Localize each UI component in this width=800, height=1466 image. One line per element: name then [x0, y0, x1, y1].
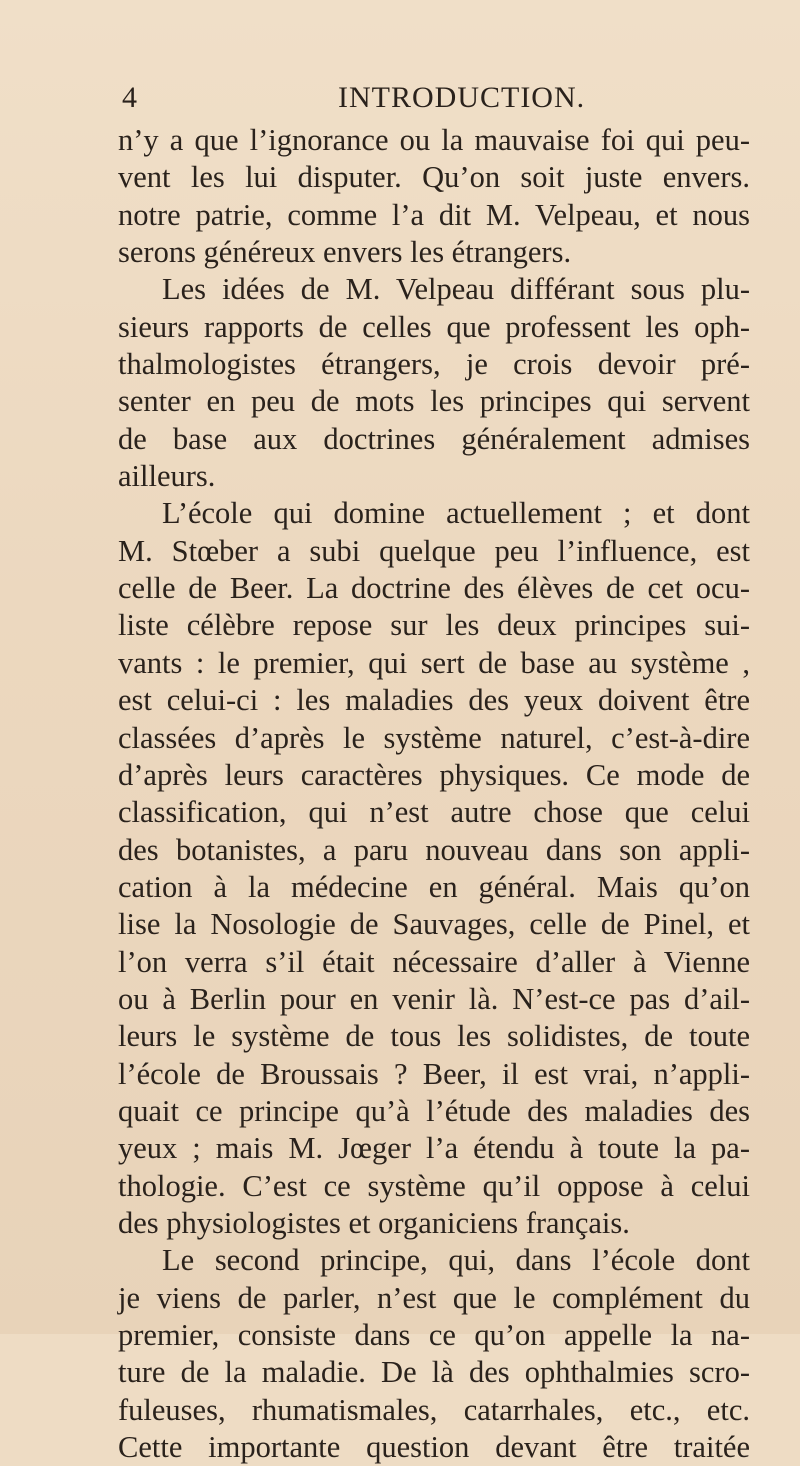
text-line: n’y a que l’ignorance ou la mauvaise foi qui peu-	[118, 123, 750, 157]
text-line: thologie. C’est ce système qu’il oppose à celui	[118, 1168, 750, 1203]
text-line: vent les lui disputer. Qu’on soit juste envers.	[118, 160, 750, 195]
text-line: l’école de Broussais ? Beer, il est vrai, n’appli-	[118, 1056, 750, 1091]
text-line: serons généreux envers les étrangers.	[118, 235, 572, 270]
text-line: celle de Beer. La doctrine des élèves de cet ocu-	[118, 571, 750, 606]
text-line: de base aux doctrines généralement admises	[118, 421, 750, 456]
text-line: premier, consiste dans ce qu’on appelle la na-	[118, 1318, 750, 1352]
text-line: je viens de parler, n’est que le complément du	[118, 1280, 750, 1315]
running-title: INTRODUCTION.	[338, 81, 586, 114]
body-text	[118, 122, 750, 1466]
text-line: quait ce principe qu’à l’étude des maladies des	[118, 1093, 750, 1128]
text-line: d’après leurs caractères physiques. Ce mode de	[118, 757, 750, 792]
text-line: yeux ; mais M. Jœger l’a étendu à toute la pa-	[118, 1131, 750, 1166]
text-line: ou à Berlin pour en venir là. N’est-ce pas d’ail-	[118, 981, 750, 1016]
text-line: est celui-ci : les maladies des yeux doivent être	[118, 683, 750, 718]
text-line: notre patrie, comme l’a dit M. Velpeau, et nous	[118, 197, 750, 232]
text-line: sieurs rapports de celles que professent les oph-	[118, 309, 750, 344]
text-line: ture de la maladie. De là des ophthalmies scro-	[118, 1355, 750, 1390]
text-line: des botanistes, a paru nouveau dans son appli-	[118, 832, 750, 867]
text-line: Cette importante question devant être traitée	[118, 1430, 750, 1465]
text-line: fuleuses, rhumatismales, catarrhales, etc., etc.	[118, 1392, 750, 1427]
text-line: thalmologistes étrangers, je crois devoir pré-	[118, 347, 750, 382]
text-line: cation à la médecine en général. Mais qu’on	[118, 869, 750, 904]
text-line: classification, qui n’est autre chose que celui	[118, 795, 750, 830]
page-number: 4	[122, 81, 137, 114]
text-line: classées d’après le système naturel, c’est-à-dire	[118, 720, 750, 755]
text-line: l’on verra s’il était nécessaire d’aller à Vienne	[118, 944, 750, 979]
text-line: liste célèbre repose sur les deux principes sui-	[118, 608, 750, 643]
text-line: Le second principe, qui, dans l’école dont	[162, 1243, 750, 1278]
text-line: ailleurs.	[118, 459, 216, 494]
text-line: Les idées de M. Velpeau différant sous plu-	[162, 272, 750, 307]
text-line: des physiologistes et organiciens français.	[118, 1205, 630, 1240]
text-line: senter en peu de mots les principes qui servent	[118, 384, 750, 419]
page-header	[118, 78, 738, 118]
text-line: leurs le système de tous les solidistes, de toute	[118, 1019, 750, 1054]
text-line: M. Stœber a subi quelque peu l’influence, est	[118, 533, 750, 568]
text-line: lise la Nosologie de Sauvages, celle de Pinel, et	[118, 907, 750, 942]
text-line: L’école qui domine actuellement ; et dont	[162, 496, 750, 531]
text-line: vants : le premier, qui sert de base au système ,	[118, 645, 750, 680]
